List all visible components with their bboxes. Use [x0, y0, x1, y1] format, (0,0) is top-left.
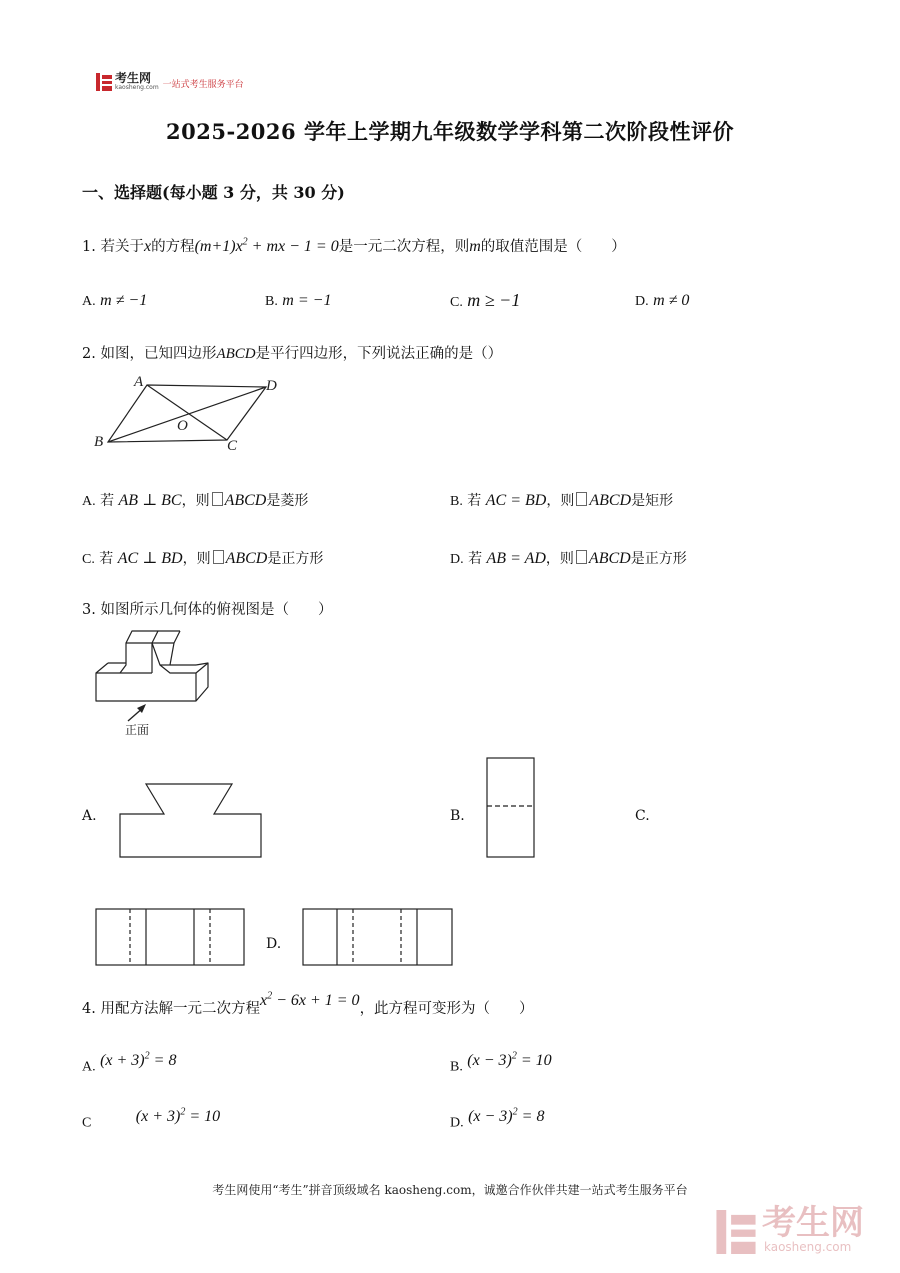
option-label: B.	[450, 494, 463, 509]
q4-option-c[interactable]	[82, 1107, 221, 1131]
page-footer: 考生网使用“考生”拼音顶级域名 kaosheng.com，诚邀合作伙伴共建一站式考生服务平台	[212, 1183, 688, 1197]
option-text: m ≥ −1	[467, 290, 521, 310]
q1-text-2: 的方程	[151, 239, 195, 255]
option-post: 是菱形	[266, 493, 309, 509]
q4-eq-a: x	[259, 992, 268, 1009]
parallelogram-figure	[90, 372, 290, 457]
front-arrow-icon	[128, 704, 146, 721]
option-sup: 2	[180, 1107, 186, 1118]
q1-equation	[195, 238, 339, 255]
option-pre: 若	[100, 493, 115, 509]
option-mid: ，则	[181, 493, 210, 509]
logo-name: 考生网	[115, 71, 152, 85]
option-base: (x + 3)	[100, 1052, 145, 1070]
q3-option-b-figure[interactable]	[485, 756, 537, 860]
q1-number: 1.	[82, 239, 96, 255]
option-shape: ABCD	[224, 492, 267, 509]
q2-number: 2.	[82, 346, 96, 362]
parallelogram-symbol-icon	[576, 550, 587, 564]
q1-text-4: 的取值范围是（ ）	[480, 239, 626, 255]
q2-text-1: 如图，已知四边形	[100, 346, 217, 362]
option-base: (x − 3)	[468, 1108, 513, 1126]
q1-option-a[interactable]	[82, 292, 147, 310]
q3-option-a-label[interactable]: A.	[82, 808, 97, 824]
parallelogram-symbol-icon	[576, 492, 587, 506]
option-condition: AC = BD	[485, 492, 547, 509]
logo-slogan: 一站式考生服务平台	[162, 80, 244, 90]
q1-option-c[interactable]	[450, 290, 520, 311]
q3-option-c-figure[interactable]	[94, 907, 246, 967]
option-post: 是矩形	[631, 493, 674, 509]
option-sup: 2	[511, 1051, 517, 1062]
option-base: (x − 3)	[467, 1052, 512, 1070]
option-base: (x + 3)	[135, 1108, 181, 1126]
question-3	[82, 598, 332, 619]
question-1	[82, 235, 626, 256]
vertex-label-b: B	[94, 434, 104, 450]
q2-option-c[interactable]	[82, 548, 323, 568]
q3-option-d-label[interactable]: D.	[266, 936, 282, 952]
option-label: A.	[82, 494, 96, 509]
parallelogram-symbol-icon	[213, 550, 224, 564]
option-pre: 若	[467, 493, 482, 509]
kaosheng-logo-icon	[96, 73, 112, 91]
q2-text-2: 是平行四边形，下列说法正确的是（）	[255, 346, 503, 362]
option-label: C.	[450, 295, 463, 310]
option-text: m = −1	[282, 292, 332, 309]
option-equation	[100, 1052, 176, 1069]
option-text: m ≠ 0	[653, 292, 690, 309]
section-heading: 一、选择题(每小题 3 分，共 30 分)	[82, 183, 345, 202]
option-shape: ABCD	[588, 550, 631, 567]
logo-domain: kaosheng.com	[115, 84, 159, 91]
q4-option-d[interactable]	[450, 1107, 545, 1131]
option-pre: 若	[99, 551, 114, 567]
option-label: D.	[635, 294, 649, 309]
option-post: 是正方形	[630, 551, 687, 567]
option-text: m ≠ −1	[100, 292, 148, 309]
option-equation	[468, 1108, 544, 1125]
parallelogram-symbol-icon	[212, 492, 223, 506]
option-condition: AC ⊥ BD	[117, 550, 183, 567]
q3-option-d-figure[interactable]	[301, 907, 454, 967]
q2-option-a[interactable]	[82, 490, 308, 510]
center-label-o: O	[177, 418, 188, 434]
vertex-label-a: A	[134, 374, 144, 390]
question-4	[82, 990, 534, 1018]
question-2	[82, 342, 502, 363]
front-label: 正面	[125, 723, 150, 737]
q4-equation	[260, 992, 360, 1009]
q2-shape: ABCD	[216, 346, 256, 362]
q3-option-a-figure[interactable]	[118, 782, 264, 860]
vertex-label-d: D	[266, 378, 277, 394]
option-label: A.	[82, 1059, 96, 1075]
q3-text: 如图所示几何体的俯视图是（ ）	[100, 602, 333, 618]
watermark-domain: kaosheng.com	[764, 1240, 852, 1254]
option-condition: AB = AD	[486, 550, 546, 567]
option-label: D.	[450, 1115, 464, 1131]
option-rhs: = 8	[517, 1108, 545, 1126]
q1-text-1: 若关于	[100, 239, 144, 255]
q1-eq-b: + mx − 1 = 0	[247, 238, 339, 255]
vertex-label-c: C	[227, 438, 238, 454]
option-label: C.	[82, 552, 95, 567]
option-rhs: = 10	[516, 1052, 552, 1070]
q1-text-3: 是一元二次方程，则	[338, 239, 470, 255]
q4-eq-b: − 6x + 1 = 0	[272, 992, 360, 1009]
watermark	[716, 1203, 864, 1254]
q4-number: 4.	[82, 1001, 96, 1017]
q2-option-d[interactable]	[450, 548, 687, 568]
q3-option-c-label[interactable]: C.	[635, 808, 650, 824]
q1-option-b[interactable]	[265, 292, 331, 310]
option-equation	[136, 1108, 220, 1125]
option-label: B.	[265, 294, 278, 309]
header-logo	[96, 72, 244, 91]
option-post: 是正方形	[267, 551, 324, 567]
q4-option-a[interactable]	[82, 1051, 177, 1075]
q1-var-m: m	[469, 238, 481, 255]
option-label: B.	[450, 1059, 463, 1075]
q1-eq-a: (m+1)x	[194, 238, 243, 255]
option-mid: ，则	[182, 551, 211, 567]
q1-var-x: x	[143, 238, 152, 255]
watermark-logo-icon	[716, 1210, 756, 1254]
option-sup: 2	[144, 1051, 150, 1062]
q3-number: 3.	[82, 602, 96, 618]
option-rhs: = 8	[149, 1052, 177, 1070]
option-label: D.	[450, 552, 464, 567]
option-mid: ，则	[546, 493, 575, 509]
option-mid: ，则	[545, 551, 574, 567]
solid-figure	[90, 625, 215, 740]
watermark-name: 考生网	[762, 1203, 864, 1243]
option-label: A.	[82, 294, 96, 309]
q1-eq-sup: 2	[242, 236, 248, 248]
option-shape: ABCD	[589, 492, 632, 509]
q4-text-2: ，此方程可变形为（ ）	[359, 1001, 534, 1017]
q3-option-b-label[interactable]: B.	[450, 808, 465, 824]
q4-text-1: 用配方法解一元二次方程	[100, 1001, 260, 1017]
page-title: 2025-2026 学年上学期九年级数学学科第二次阶段性评价	[166, 119, 734, 144]
option-sup: 2	[512, 1107, 518, 1118]
option-pre: 若	[468, 551, 483, 567]
option-equation	[467, 1052, 551, 1069]
option-shape: ABCD	[225, 550, 268, 567]
q1-option-d[interactable]	[635, 292, 689, 310]
option-label: C	[82, 1115, 92, 1131]
q4-option-b[interactable]	[450, 1051, 552, 1075]
option-condition: AB ⊥ BC	[118, 492, 182, 509]
q4-eq-sup: 2	[267, 990, 273, 1002]
q2-option-b[interactable]	[450, 490, 673, 510]
option-rhs: = 10	[185, 1108, 221, 1126]
